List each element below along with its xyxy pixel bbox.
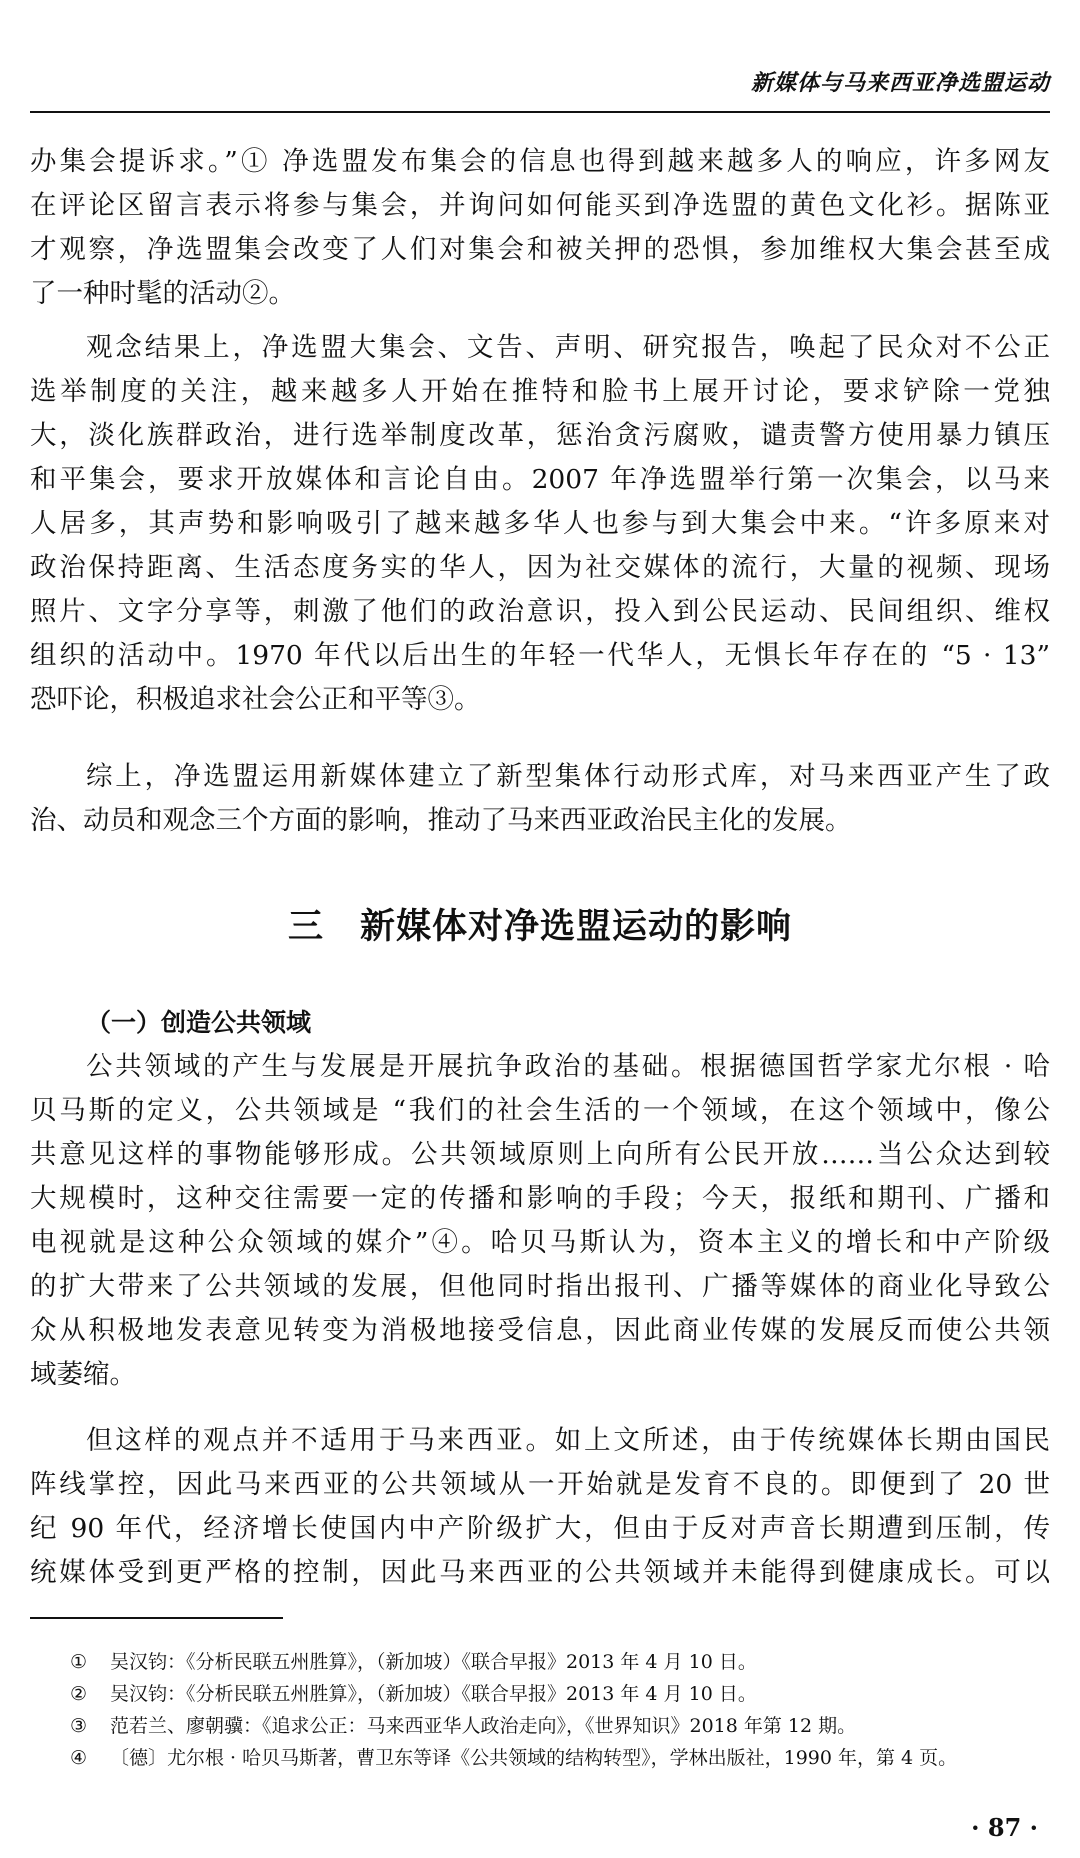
footnote-text: 〔德〕尤尔根 · 哈贝马斯著，曹卫东等译《公共领域的结构转型》，学林出版社，1990 年，第 4 页。 [110,1747,958,1769]
body-line: 统媒体受到更严格的控制，因此马来西亚的公共领域并未能得到健康成长。可以 [30,1557,1050,1588]
footnote-text: 范若兰、廖朝骥：《追求公正：马来西亚华人政治走向》，《世界知识》2018 年第 12 期。 [110,1715,857,1737]
body-line: 综上，净选盟运用新媒体建立了新型集体行动形式库，对马来西亚产生了政 [86,761,1050,792]
body-line: 和平集会，要求开放媒体和言论自由。2007 年净选盟举行第一次集会，以马来 [30,464,1050,495]
footnote-marker: ③ [70,1715,88,1737]
footnote-text: 吴汉钧：《分析民联五州胜算》，（新加坡）《联合早报》2013 年 4 月 10 日。 [110,1651,757,1673]
section-heading: 三 新媒体对净选盟运动的影响 [287,907,792,947]
body-line: 域萎缩。 [30,1359,136,1390]
body-line: 才观察，净选盟集会改变了人们对集会和被关押的恐惧，参加维权大集会甚至成 [30,234,1050,265]
body-line: 电视就是这种公众领域的媒介”④。哈贝马斯认为，资本主义的增长和中产阶级 [30,1227,1050,1258]
body-line: 贝马斯的定义，公共领域是 “我们的社会生活的一个领域，在这个领域中，像公 [30,1095,1050,1126]
body-line: 的扩大带来了公共领域的发展，但他同时指出报刊、广播等媒体的商业化导致公 [30,1271,1050,1302]
footnote [70,1680,1050,1708]
footnote [70,1648,1050,1676]
body-line: 了一种时髦的活动②。 [30,278,295,309]
body-line: 组织的活动中。1970 年代以后出生的年轻一代华人，无惧长年存在的 “5 · 13” [30,640,1050,671]
footnote-rule [30,1617,283,1619]
body-line: 办集会提诉求。”① 净选盟发布集会的信息也得到越来越多人的响应，许多网友 [30,146,1050,177]
footnote [70,1712,1050,1740]
subsection-heading: （一）创造公共领域 [86,1008,312,1037]
body-line: 阵线掌控，因此马来西亚的公共领域从一开始就是发育不良的。即便到了 20 世 [30,1469,1050,1500]
page-number: · 87 · [971,1813,1038,1842]
body-line: 但这样的观点并不适用于马来西亚。如上文所述，由于传统媒体长期由国民 [86,1425,1050,1456]
body-line: 公共领域的产生与发展是开展抗争政治的基础。根据德国哲学家尤尔根 · 哈 [86,1051,1050,1082]
body-line: 政治保持距离、生活态度务实的华人，因为社交媒体的流行，大量的视频、现场 [30,552,1050,583]
footnote [70,1744,1050,1772]
body-line: 观念结果上，净选盟大集会、文告、声明、研究报告，唤起了民众对不公正 [86,332,1050,363]
footnote-marker: ④ [70,1747,88,1769]
body-line: 恐吓论，积极追求社会公正和平等③。 [30,684,481,715]
body-line: 大，淡化族群政治，进行选举制度改革，惩治贪污腐败，谴责警方使用暴力镇压 [30,420,1050,451]
body-line: 共意见这样的事物能够形成。公共领域原则上向所有公民开放……当公众达到较 [30,1139,1050,1170]
body-line: 选举制度的关注，越来越多人开始在推特和脸书上展开讨论，要求铲除一党独 [30,376,1050,407]
footnote-text: 吴汉钧：《分析民联五州胜算》，（新加坡）《联合早报》2013 年 4 月 10 日。 [110,1683,757,1705]
header-rule [30,111,1050,113]
body-line: 人居多，其声势和影响吸引了越来越多华人也参与到大集会中来。“许多原来对 [30,508,1050,539]
body-line: 纪 90 年代，经济增长使国内中产阶级扩大，但由于反对声音长期遭到压制，传 [30,1513,1050,1544]
body-line: 在评论区留言表示将参与集会，并询问如何能买到净选盟的黄色文化衫。据陈亚 [30,190,1050,221]
footnote-marker: ① [70,1651,88,1673]
body-line: 治、动员和观念三个方面的影响，推动了马来西亚政治民主化的发展。 [30,805,852,836]
body-line: 大规模时，这种交往需要一定的传播和影响的手段；今天，报纸和期刊、广播和 [30,1183,1050,1214]
body-line: 照片、文字分享等，刺激了他们的政治意识，投入到公民运动、民间组织、维权 [30,596,1050,627]
running-header-title: 新媒体与马来西亚净选盟运动 [750,71,1050,96]
body-line: 众从积极地发表意见转变为消极地接受信息，因此商业传媒的发展反而使公共领 [30,1315,1050,1346]
footnote-marker: ② [70,1683,88,1705]
